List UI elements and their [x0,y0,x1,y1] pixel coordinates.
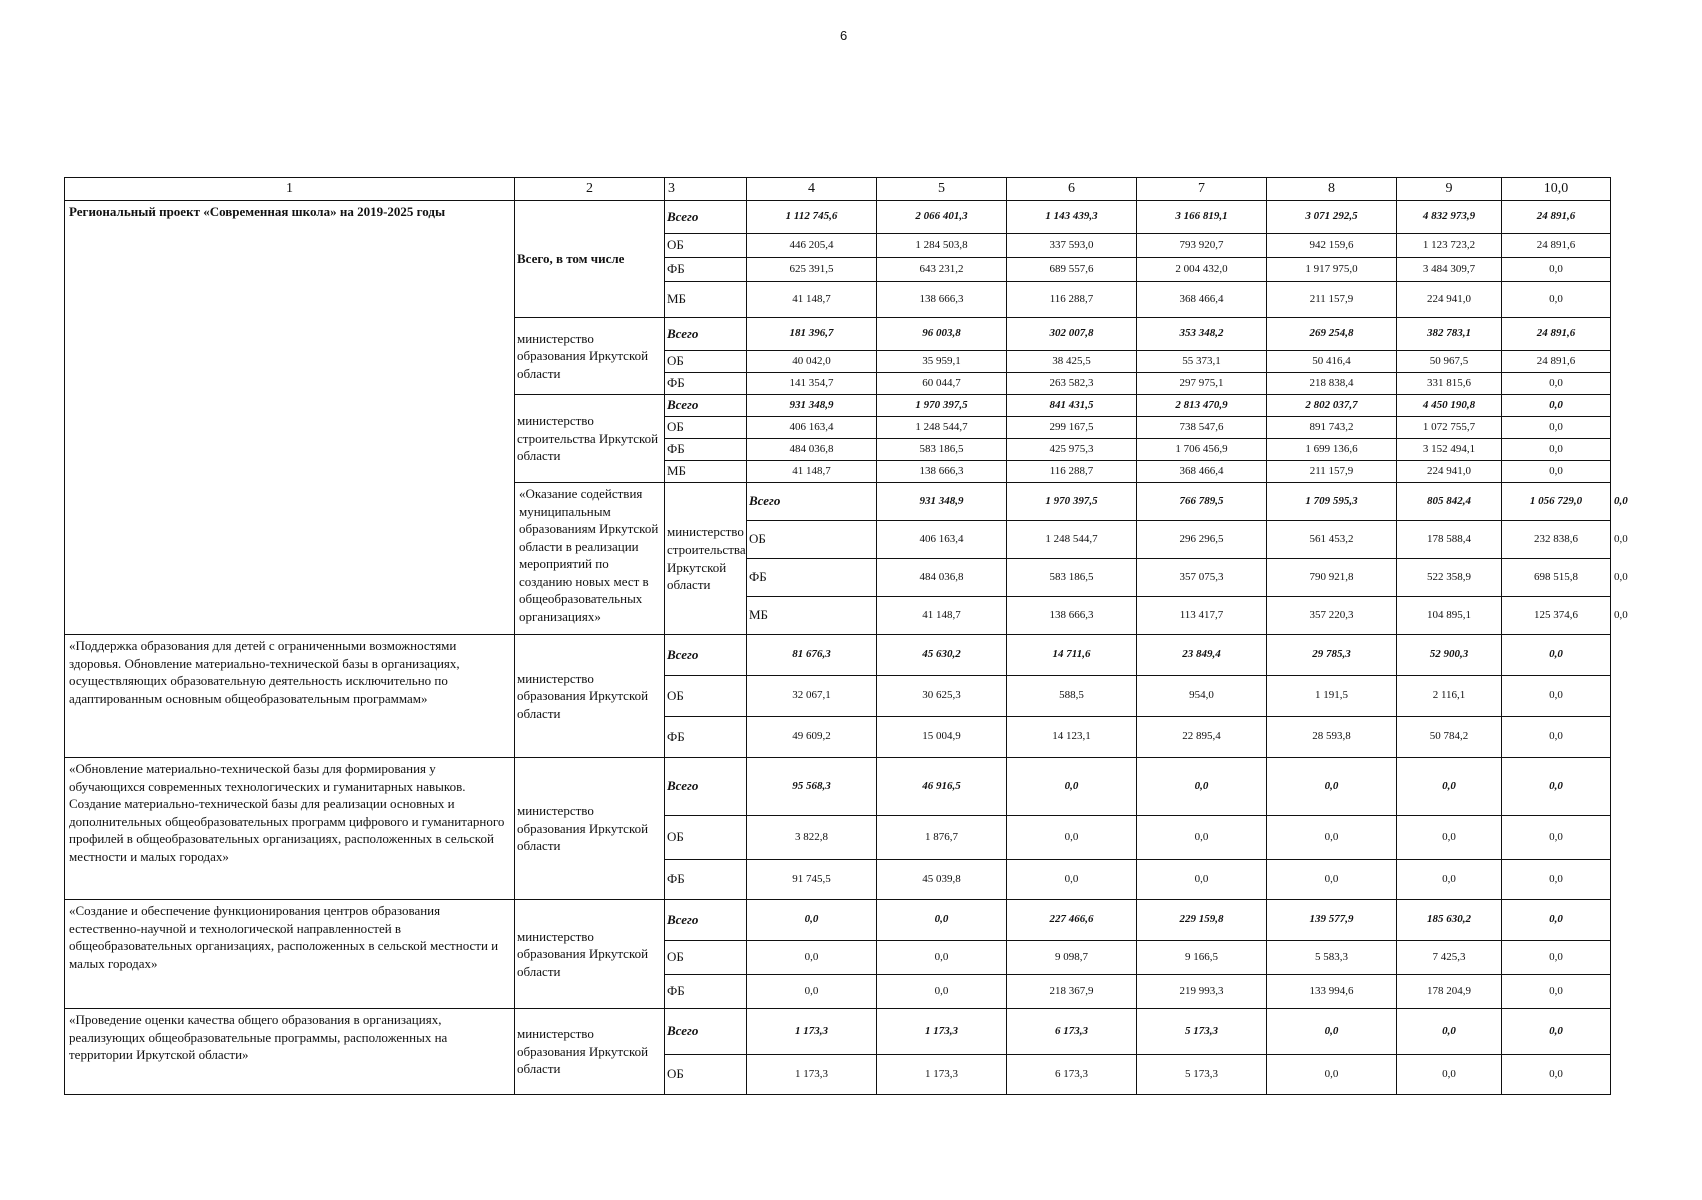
amount-cell: 52 900,3 [1397,635,1502,676]
amount-cell: 689 557,6 [1007,258,1137,282]
amount-cell: 141 354,7 [747,373,877,395]
amount-cell: 218 838,4 [1267,373,1397,395]
amount-cell: 138 666,3 [1007,597,1137,635]
amount-cell: 2 802 037,7 [1267,395,1397,417]
table-row [65,635,1611,676]
table-row [65,201,1611,234]
amount-cell: 1 112 745,6 [747,201,877,234]
amount-cell: 0,0 [1502,717,1611,758]
amount-cell: 263 582,3 [1007,373,1137,395]
amount-cell: 40 042,0 [747,351,877,373]
header-cell: 1 [65,178,515,201]
activity-name-cell: «Проведение оценки качества общего образования в организациях, реализующих общеобразовательные программы, расположенных на территории Иркутской области» [65,1009,515,1095]
amount-cell: 588,5 [1007,676,1137,717]
amount-cell: 232 838,6 [1502,521,1611,559]
responsible-executor-cell: министерство образования Иркутской области [515,900,665,1009]
amount-cell: 138 666,3 [877,461,1007,483]
amount-cell: 0,0 [1502,1009,1611,1055]
table-row [65,758,1611,816]
amount-cell: 561 453,2 [1267,521,1397,559]
amount-cell: 954,0 [1137,676,1267,717]
amount-cell: 0,0 [1397,1055,1502,1095]
activity-name-cell: «Обновление материально-технической базы для формирования у обучающихся современных технологических и гуманитарных навыков. Создание материально-технической базы для реализации основных и дополнительных общеобразовательных программ цифрового и гуманитарного профилей в общеобразовательных организациях, расположенных в сельской местности и малых городах» [65,758,515,900]
amount-cell: 211 157,9 [1267,461,1397,483]
amount-cell: 9 098,7 [1007,941,1137,975]
amount-cell: 218 367,9 [1007,975,1137,1009]
table-row [65,1009,1611,1055]
amount-cell: 96 003,8 [877,318,1007,351]
amount-cell: 0,0 [1267,1055,1397,1095]
amount-cell: 28 593,8 [1267,717,1397,758]
amount-cell: 6 173,3 [1007,1055,1137,1095]
amount-cell: 1 173,3 [747,1009,877,1055]
amount-cell: 0,0 [1137,816,1267,860]
amount-cell: 269 254,8 [1267,318,1397,351]
amount-cell: 32 067,1 [747,676,877,717]
amount-cell: 50 416,4 [1267,351,1397,373]
amount-cell: 4 450 190,8 [1397,395,1502,417]
funding-source-cell: ОБ [747,521,877,559]
amount-cell: 738 547,6 [1137,417,1267,439]
responsible-executor-cell: министерство образования Иркутской области [515,635,665,758]
funding-source-cell: ФБ [665,439,747,461]
funding-source-cell: Всего [747,483,877,521]
amount-cell: 0,0 [1502,461,1611,483]
amount-cell: 0,0 [877,900,1007,941]
funding-source-cell: Всего [665,635,747,676]
amount-cell: 1 248 544,7 [1007,521,1137,559]
amount-cell: 643 231,2 [877,258,1007,282]
amount-cell: 0,0 [747,975,877,1009]
activity-name-cell: «Поддержка образования для детей с ограниченными возможностями здоровья. Обновление материально-технической базы в организациях, осуществляющих образовательную деятельность исключительно по адаптированным основным общеобразовательным программам» [65,635,515,758]
amount-cell: 299 167,5 [1007,417,1137,439]
amount-cell: 1 284 503,8 [877,234,1007,258]
amount-cell: 0,0 [747,941,877,975]
header-cell: 6 [1007,178,1137,201]
amount-cell: 0,0 [877,975,1007,1009]
funding-source-cell: Всего [665,1009,747,1055]
amount-cell: 1 876,7 [877,816,1007,860]
amount-cell: 104 895,1 [1397,597,1502,635]
amount-cell: 2 004 432,0 [1137,258,1267,282]
amount-cell: 522 358,9 [1397,559,1502,597]
activity-name-cell: Региональный проект «Современная школа» на 2019-2025 годы [65,201,515,635]
amount-cell: 1 191,5 [1267,676,1397,717]
amount-cell: 931 348,9 [877,483,1007,521]
table-row: МБ 41 148,7 138 666,3 113 417,7 357 220,3 104 895,1 125 374,6 0,0 [65,597,1611,635]
amount-cell: 0,0 [1502,941,1611,975]
amount-cell: 15 004,9 [877,717,1007,758]
amount-cell: 224 941,0 [1397,282,1502,318]
funding-source-cell: ОБ [665,816,747,860]
amount-cell: 0,0 [1502,282,1611,318]
amount-cell: 178 204,9 [1397,975,1502,1009]
amount-cell: 9 166,5 [1137,941,1267,975]
activity-name-cell: «Создание и обеспечение функционирования центров образования естественно-научной и технологической направленностей в общеобразовательных организациях, расположенных в сельской местности и малых городах» [65,900,515,1009]
amount-cell: 0,0 [1502,1055,1611,1095]
amount-cell: 0,0 [1502,373,1611,395]
amount-cell: 41 148,7 [877,597,1007,635]
amount-cell: 406 163,4 [747,417,877,439]
amount-cell: 0,0 [1007,758,1137,816]
header-cell: 3 [665,178,747,201]
amount-cell: 0,0 [1502,395,1611,417]
amount-cell: 3 822,8 [747,816,877,860]
amount-cell: 50 784,2 [1397,717,1502,758]
header-cell: 9 [1397,178,1502,201]
amount-cell: 0,0 [1137,860,1267,900]
amount-cell: 0,0 [1502,417,1611,439]
funding-source-cell: ФБ [747,559,877,597]
amount-cell: 1 173,3 [877,1055,1007,1095]
amount-cell: 46 916,5 [877,758,1007,816]
amount-cell: 3 152 494,1 [1397,439,1502,461]
amount-cell: 50 967,5 [1397,351,1502,373]
amount-cell: 790 921,8 [1267,559,1397,597]
funding-source-cell: ФБ [665,860,747,900]
amount-cell: 229 159,8 [1137,900,1267,941]
amount-cell: 0,0 [1397,758,1502,816]
funding-source-cell: Всего [665,318,747,351]
amount-cell: 139 577,9 [1267,900,1397,941]
amount-cell: 302 007,8 [1007,318,1137,351]
amount-cell: 35 959,1 [877,351,1007,373]
amount-cell: 2 116,1 [1397,676,1502,717]
amount-cell: 1 173,3 [747,1055,877,1095]
funding-source-cell: ОБ [665,676,747,717]
amount-cell: 0,0 [1137,758,1267,816]
funding-source-cell: Всего [665,201,747,234]
amount-cell: 29 785,3 [1267,635,1397,676]
amount-cell: 698 515,8 [1502,559,1611,597]
amount-cell: 41 148,7 [747,282,877,318]
amount-cell: 38 425,5 [1007,351,1137,373]
funding-source-cell: МБ [665,461,747,483]
amount-cell: 1 143 439,3 [1007,201,1137,234]
header-cell: 8 [1267,178,1397,201]
amount-cell: 6 173,3 [1007,1009,1137,1055]
amount-cell: 2 066 401,3 [877,201,1007,234]
funding-source-cell: ОБ [665,941,747,975]
amount-cell: 45 630,2 [877,635,1007,676]
amount-cell: 23 849,4 [1137,635,1267,676]
amount-cell: 22 895,4 [1137,717,1267,758]
amount-cell: 296 296,5 [1137,521,1267,559]
amount-cell: 125 374,6 [1502,597,1611,635]
amount-cell: 368 466,4 [1137,461,1267,483]
amount-cell: 0,0 [1267,860,1397,900]
amount-cell: 0,0 [1267,1009,1397,1055]
amount-cell: 181 396,7 [747,318,877,351]
funding-source-cell: ОБ [665,1055,747,1095]
amount-cell: 1 173,3 [877,1009,1007,1055]
responsible-executor-cell: министерство образования Иркутской области [515,318,665,395]
amount-cell: 0,0 [1267,816,1397,860]
table-body [65,178,1628,1095]
amount-cell: 942 159,6 [1267,234,1397,258]
budget-table [64,177,1628,1095]
amount-cell: 1 248 544,7 [877,417,1007,439]
activity-name-cell: «Оказание содействия муниципальным образованиям Иркутской области в реализации мероприятий по созданию новых мест в общеобразовательных организациях» [515,483,665,635]
amount-cell: 0,0 [1007,860,1137,900]
table-row: «Оказание содействия муниципальным образованиям Иркутской области в реализации мероприятий по созданию новых мест в общеобразовательных организациях» министерство строительства Иркутской области Всего 931 348,9 1 970 397,5 766 789,5 1 709 595,3 805 842,4 1 056 729,0 0,0 [65,483,1611,521]
responsible-executor-cell: министерство образования Иркутской области [515,758,665,900]
amount-cell: 3 071 292,5 [1267,201,1397,234]
amount-cell: 113 417,7 [1137,597,1267,635]
amount-cell: 353 348,2 [1137,318,1267,351]
amount-cell: 30 625,3 [877,676,1007,717]
funding-source-cell: ОБ [665,351,747,373]
amount-cell: 24 891,6 [1502,351,1611,373]
amount-cell: 5 173,3 [1137,1055,1267,1095]
amount-cell: 178 588,4 [1397,521,1502,559]
amount-cell: 805 842,4 [1397,483,1502,521]
amount-cell: 425 975,3 [1007,439,1137,461]
amount-cell: 0,0 [1397,816,1502,860]
funding-source-cell: МБ [747,597,877,635]
amount-cell: 24 891,6 [1502,318,1611,351]
amount-cell: 0,0 [1502,258,1611,282]
amount-cell: 297 975,1 [1137,373,1267,395]
amount-cell: 484 036,8 [747,439,877,461]
funding-source-cell: ФБ [665,373,747,395]
header-cell: 10,0 [1502,178,1611,201]
amount-cell: 931 348,9 [747,395,877,417]
amount-cell: 55 373,1 [1137,351,1267,373]
amount-cell: 24 891,6 [1502,201,1611,234]
header-cell: 5 [877,178,1007,201]
funding-source-cell: ФБ [665,258,747,282]
amount-cell: 0,0 [1502,635,1611,676]
amount-cell: 224 941,0 [1397,461,1502,483]
amount-cell: 211 157,9 [1267,282,1397,318]
amount-cell: 0,0 [1007,816,1137,860]
amount-cell: 81 676,3 [747,635,877,676]
amount-cell: 0,0 [1397,860,1502,900]
amount-cell: 337 593,0 [1007,234,1137,258]
page-number: 6 [840,28,848,43]
amount-cell: 91 745,5 [747,860,877,900]
amount-cell: 0,0 [1397,1009,1502,1055]
responsible-executor-cell: министерство строительства Иркутской области [515,395,665,483]
responsible-executor-cell: министерство строительства Иркутской области [665,483,747,635]
amount-cell: 7 425,3 [1397,941,1502,975]
amount-cell: 1 917 975,0 [1267,258,1397,282]
funding-source-cell: ФБ [665,975,747,1009]
amount-cell: 5 583,3 [1267,941,1397,975]
amount-cell: 60 044,7 [877,373,1007,395]
amount-cell: 841 431,5 [1007,395,1137,417]
header-cell: 7 [1137,178,1267,201]
amount-cell: 227 466,6 [1007,900,1137,941]
funding-source-cell: ОБ [665,417,747,439]
amount-cell: 1 056 729,0 [1502,483,1611,521]
amount-cell: 1 970 397,5 [1007,483,1137,521]
amount-cell: 0,0 [1502,439,1611,461]
amount-cell: 1 072 755,7 [1397,417,1502,439]
amount-cell: 0,0 [1502,975,1611,1009]
header-cell: 4 [747,178,877,201]
amount-cell: 1 706 456,9 [1137,439,1267,461]
amount-cell: 357 075,3 [1137,559,1267,597]
amount-cell: 0,0 [1502,900,1611,941]
amount-cell: 2 813 470,9 [1137,395,1267,417]
amount-cell: 382 783,1 [1397,318,1502,351]
amount-cell: 3 484 309,7 [1397,258,1502,282]
table-row: ФБ 484 036,8 583 186,5 357 075,3 790 921,8 522 358,9 698 515,8 0,0 [65,559,1611,597]
amount-cell: 1 699 136,6 [1267,439,1397,461]
amount-cell: 133 994,6 [1267,975,1397,1009]
amount-cell: 41 148,7 [747,461,877,483]
amount-cell: 766 789,5 [1137,483,1267,521]
amount-cell: 0,0 [747,900,877,941]
amount-cell: 14 123,1 [1007,717,1137,758]
amount-cell: 484 036,8 [877,559,1007,597]
amount-cell: 0,0 [1267,758,1397,816]
amount-cell: 446 205,4 [747,234,877,258]
funding-source-cell: Всего [665,395,747,417]
amount-cell: 583 186,5 [877,439,1007,461]
funding-source-cell: Всего [665,758,747,816]
amount-cell: 0,0 [1502,676,1611,717]
amount-cell: 49 609,2 [747,717,877,758]
amount-cell: 5 173,3 [1137,1009,1267,1055]
table-header-row [65,178,1611,201]
funding-source-cell: ОБ [665,234,747,258]
amount-cell: 219 993,3 [1137,975,1267,1009]
header-cell: 2 [515,178,665,201]
amount-cell: 14 711,6 [1007,635,1137,676]
amount-cell: 1 709 595,3 [1267,483,1397,521]
amount-cell: 24 891,6 [1502,234,1611,258]
amount-cell: 3 166 819,1 [1137,201,1267,234]
amount-cell: 45 039,8 [877,860,1007,900]
amount-cell: 0,0 [1502,860,1611,900]
amount-cell: 116 288,7 [1007,461,1137,483]
table-row [65,900,1611,941]
amount-cell: 1 970 397,5 [877,395,1007,417]
responsible-executor-cell: министерство образования Иркутской области [515,1009,665,1095]
funding-source-cell: МБ [665,282,747,318]
funding-source-cell: Всего [665,900,747,941]
amount-cell: 116 288,7 [1007,282,1137,318]
amount-cell: 138 666,3 [877,282,1007,318]
amount-cell: 368 466,4 [1137,282,1267,318]
amount-cell: 891 743,2 [1267,417,1397,439]
amount-cell: 0,0 [1502,816,1611,860]
funding-source-cell: ФБ [665,717,747,758]
amount-cell: 1 123 723,2 [1397,234,1502,258]
amount-cell: 357 220,3 [1267,597,1397,635]
amount-cell: 583 186,5 [1007,559,1137,597]
responsible-executor-cell: Всего, в том числе [515,201,665,318]
amount-cell: 793 920,7 [1137,234,1267,258]
amount-cell: 625 391,5 [747,258,877,282]
amount-cell: 4 832 973,9 [1397,201,1502,234]
amount-cell: 331 815,6 [1397,373,1502,395]
amount-cell: 0,0 [877,941,1007,975]
amount-cell: 406 163,4 [877,521,1007,559]
table-row: ОБ 406 163,4 1 248 544,7 296 296,5 561 453,2 178 588,4 232 838,6 0,0 [65,521,1611,559]
amount-cell: 0,0 [1502,758,1611,816]
amount-cell: 95 568,3 [747,758,877,816]
amount-cell: 185 630,2 [1397,900,1502,941]
